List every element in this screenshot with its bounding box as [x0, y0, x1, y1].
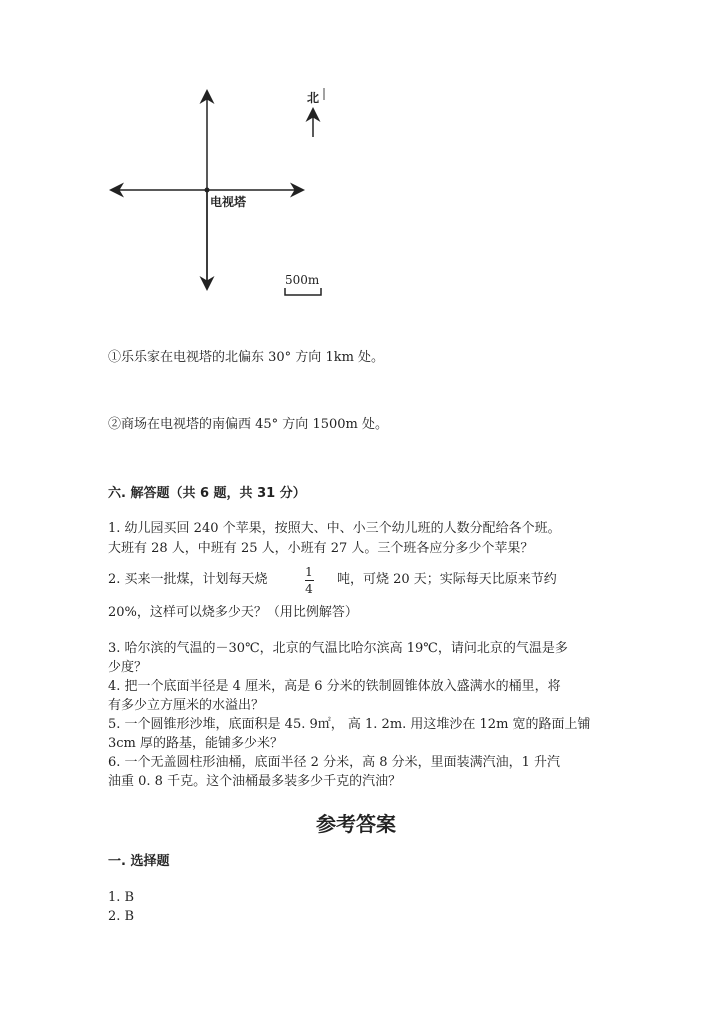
answers-section-1: 一. 选择题 — [108, 854, 170, 869]
problem-5-line-2: 3cm 厚的路基，能铺多少米？ — [108, 736, 284, 751]
fraction-denominator: 4 — [305, 582, 313, 596]
answers-title: 参考答案 — [316, 812, 396, 836]
fraction-bar — [305, 580, 314, 581]
section-6-heading: 六. 解答题（共 6 题，共 31 分） — [108, 486, 306, 501]
problem-1-line-1: 1. 幼儿园买回 240 个苹果，按照大、中、小三个幼儿班的人数分配给各个班。 — [108, 521, 561, 536]
problem-4-line-1: 4. 把一个底面半径是 4 厘米，高是 6 分米的铁制圆锥体放入盛满水的桶里，将 — [108, 679, 561, 694]
problem-6-line-2: 油重 0. 8 千克。这个油桶最多装多少千克的汽油？ — [108, 774, 402, 789]
north-label: 北 — [307, 91, 320, 105]
fraction-one-quarter — [302, 565, 316, 596]
problem-2-line-1b: 吨，可烧 20 天；实际每天比原来节约 — [337, 572, 557, 587]
item-1: ①乐乐家在电视塔的北偏东 30° 方向 1km 处。 — [108, 350, 385, 365]
problem-1-line-2: 大班有 28 人，中班有 25 人，小班有 27 人。三个班各应分多少个苹果？ — [108, 541, 534, 556]
problem-6-line-1: 6. 一个无盖圆柱形油桶，底面半径 2 分米，高 8 分米，里面装满汽油，1 升汽 — [108, 755, 561, 770]
center-point — [205, 188, 210, 193]
answer-2: 2. B — [108, 909, 135, 924]
answer-1: 1. B — [108, 890, 135, 905]
center-label: 电视塔 — [210, 195, 247, 209]
fraction-numerator: 1 — [305, 565, 313, 579]
scale-bar — [285, 288, 321, 295]
problem-2-line-1a: 2. 买来一批煤，计划每天烧 — [108, 572, 268, 587]
problem-4-line-2: 有多少立方厘米的水溢出？ — [108, 698, 265, 713]
problem-3-line-1: 3. 哈尔滨的气温的－30℃，北京的气温比哈尔滨高 19℃，请问北京的气温是多 — [108, 641, 568, 656]
problem-5-line-1: 5. 一个圆锥形沙堆，底面积是 45. 9㎡， 高 1. 2m. 用这堆沙在 12m 宽的路面上铺 — [108, 717, 591, 732]
problem-2-line-2: 20%，这样可以烧多少天？（用比例解答） — [108, 605, 358, 620]
scale-label: 500m — [285, 273, 320, 287]
direction-diagram — [100, 80, 350, 310]
item-2: ②商场在电视塔的南偏西 45° 方向 1500m 处。 — [108, 417, 388, 432]
problem-3-line-2: 少度？ — [108, 660, 148, 675]
